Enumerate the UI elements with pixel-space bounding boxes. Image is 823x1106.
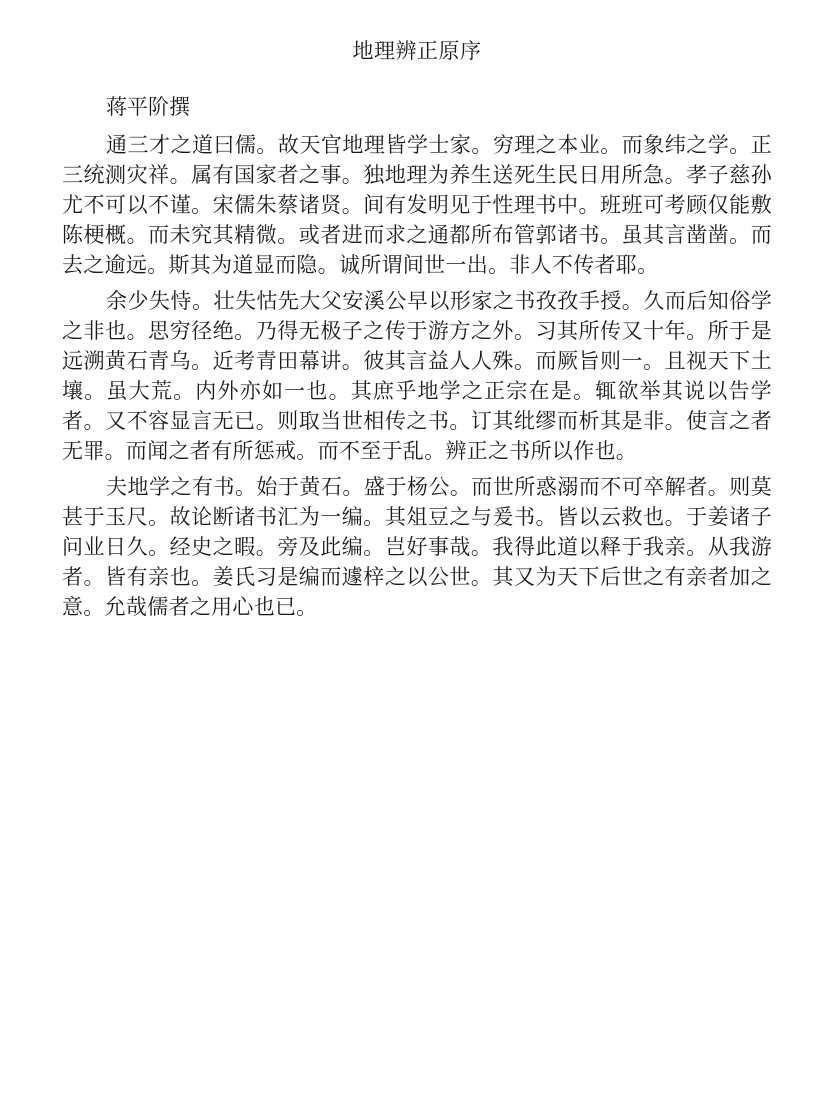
paragraph: 通三才之道曰儒。故天官地理皆学士家。穷理之本业。而象纬之学。正三统测灾祥。属有国家者之事。独地理为养生送死生民日用所急。孝子慈孙尤不可以不谨。宋儒朱蔡诸贤。间有发明见于性理书中。班班可考顾仅能敷陈梗概。而未究其精微。或者进而求之通都所布管郭诸书。虽其言凿凿。而去之逾远。斯其为道显而隐。诚所谓间世一出。非人不传者耶。: [62, 133, 772, 277]
document-page: [62, 36, 772, 628]
author-line: 蒋平阶撰: [106, 95, 190, 119]
paragraph: 夫地学之有书。始于黄石。盛于杨公。而世所惑溺而不可卒解者。则莫甚于玉尺。故论断诸书汇为一编。其俎豆之与爰书。皆以云救也。于姜诸子问业日久。经史之暇。旁及此编。岂好事哉。我得此道以释于我亲。从我游者。皆有亲也。姜氏习是编而遽梓之以公世。其又为天下后世之有亲者加之意。允哉儒者之用心也已。: [62, 475, 772, 619]
document-title: 地理辨正原序: [352, 39, 482, 63]
paragraph: 余少失恃。壮失怙先大父安溪公早以形家之书孜孜手授。久而后知俗学之非也。思穷径绝。乃得无极子之传于游方之外。习其所传又十年。所于是远溯黄石青乌。近考青田幕讲。彼其言益人人殊。而厥旨则一。且视天下土壤。虽大荒。内外亦如一也。其庶乎地学之正宗在是。辄欲举其说以告学者。又不容显言无已。则取当世相传之书。订其纰缪而析其是非。使言之者无罪。而闻之者有所惩戒。而不至于乱。辨正之书所以作也。: [62, 289, 772, 463]
